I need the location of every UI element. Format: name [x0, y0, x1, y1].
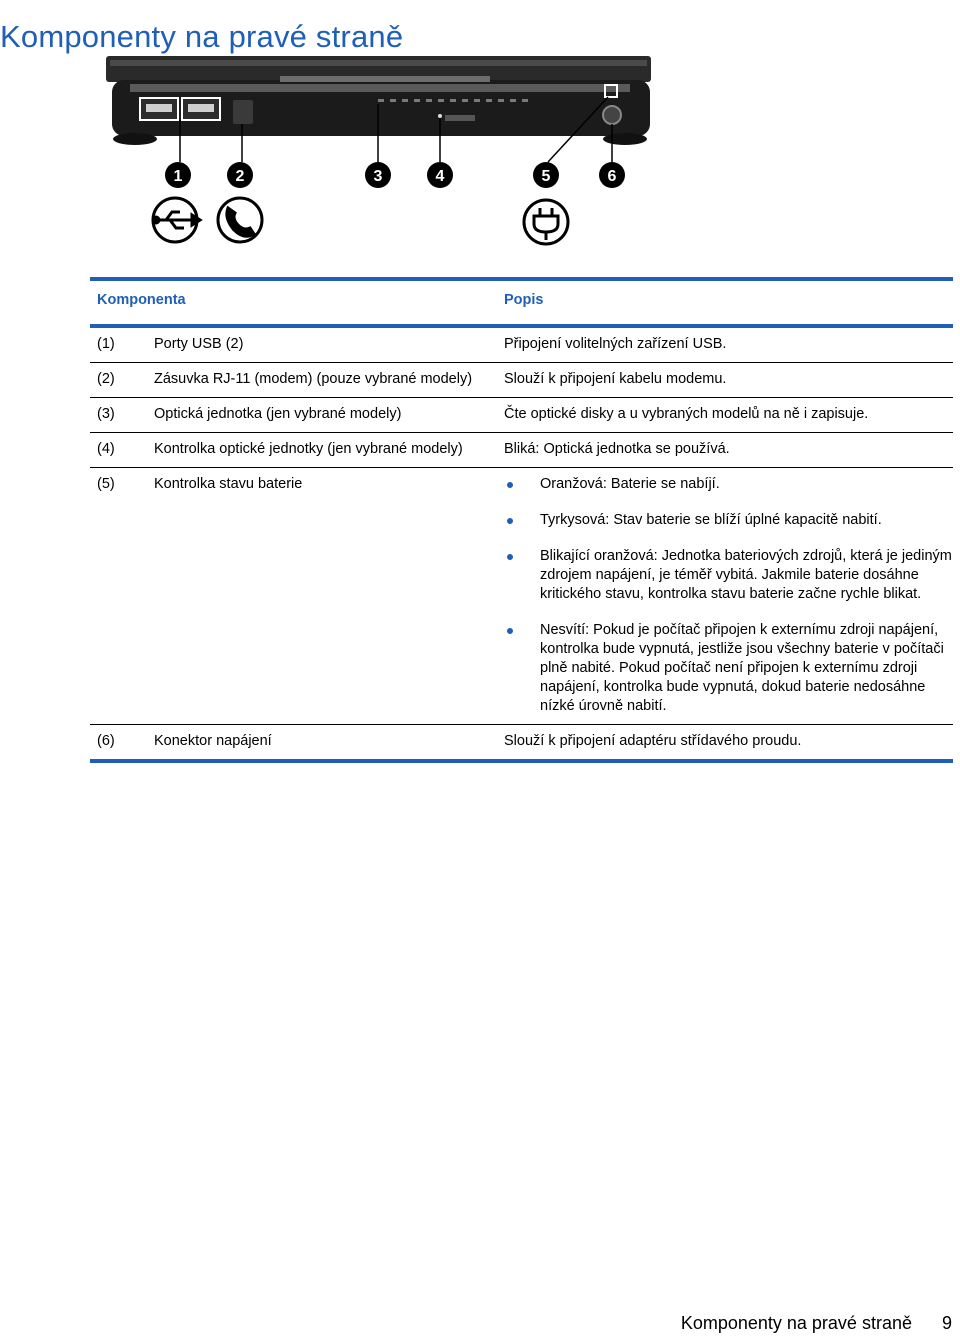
- list-item-text: Blikající oranžová: Jednotka bateriových zdrojů, která je jediným zdrojem napájení, je téměř vybitá. Jakmile baterie dosáhne kritického stavu, kontrolka stavu baterie začne rychle blikat.: [540, 548, 952, 602]
- row-number: (3): [97, 406, 115, 422]
- row-description: Připojení volitelných zařízení USB.: [504, 336, 727, 352]
- bullet-dot: [507, 554, 513, 560]
- laptop-right-side-figure: [100, 52, 660, 247]
- table-row: [90, 363, 953, 398]
- row-number: (4): [97, 441, 115, 457]
- row-description: Slouží k připojení adaptéru střídavého proudu.: [504, 733, 802, 749]
- row-component: Kontrolka optické jednotky (jen vybrané modely): [154, 441, 463, 457]
- list-item-text: Tyrkysová: Stav baterie se blíží úplné kapacitě nabití.: [540, 512, 882, 528]
- list-item: [504, 511, 953, 530]
- callout-1: [165, 162, 191, 188]
- header-description: Popis: [504, 292, 544, 308]
- table-row: [90, 398, 953, 433]
- svg-text:4: 4: [435, 168, 445, 185]
- svg-text:3: 3: [373, 168, 383, 185]
- row-number: (6): [97, 733, 115, 749]
- page-number: 9: [941, 1313, 952, 1333]
- power-plug-icon: [524, 200, 568, 244]
- list-item: [504, 547, 953, 604]
- svg-text:1: 1: [173, 168, 183, 185]
- bullet-dot: [507, 518, 513, 524]
- row-component: Zásuvka RJ-11 (modem) (pouze vybrané modely): [154, 371, 473, 387]
- row-component: Optická jednotka (jen vybrané modely): [154, 406, 402, 422]
- header-component: Komponenta: [97, 292, 186, 308]
- row-component: Kontrolka stavu baterie: [154, 476, 303, 492]
- row-number: (1): [97, 336, 115, 352]
- list-item: [504, 475, 953, 494]
- table-header-row: [90, 279, 953, 326]
- page-title: Komponenty na pravé straně: [0, 18, 404, 54]
- table-row: [90, 725, 953, 762]
- svg-text:5: 5: [541, 168, 551, 185]
- row-description: Slouží k připojení kabelu modemu.: [504, 371, 727, 387]
- usb-icon: [153, 198, 200, 242]
- row-component: Konektor napájení: [154, 733, 272, 749]
- optical-drive-light: [438, 114, 442, 118]
- row-description: [497, 468, 953, 725]
- callout-2: [227, 162, 253, 188]
- table-row: [90, 433, 953, 468]
- bullet-dot: [507, 482, 513, 488]
- row-number: (2): [97, 371, 115, 387]
- list-item-text: Oranžová: Baterie se nabíjí.: [540, 476, 720, 492]
- callout-5: [533, 162, 559, 188]
- callout-3: [365, 162, 391, 188]
- battery-light-states-list: [504, 475, 953, 716]
- modem-phone-icon: [218, 198, 262, 242]
- list-item: [504, 621, 953, 716]
- rj11-jack: [233, 100, 253, 124]
- page-footer: [681, 1313, 952, 1334]
- table-row: [90, 468, 953, 725]
- row-description: Čte optické disky a u vybraných modelů na ně i zapisuje.: [504, 406, 869, 422]
- svg-text:6: 6: [607, 168, 617, 185]
- callout-4: [427, 162, 453, 188]
- components-table: [90, 277, 953, 763]
- table-row: [90, 326, 953, 363]
- row-component: Porty USB (2): [154, 336, 244, 352]
- row-description: Bliká: Optická jednotka se používá.: [504, 441, 730, 457]
- list-item-text: Nesvítí: Pokud je počítač připojen k externímu zdroji napájení, kontrolka bude vypnutá, jestliže jsou všechny baterie v počítači plně nabité. Pokud počítač není připojen k externímu zdroji napájení, kontrolka bude vypnutá, dokud baterie nedosáhne nízké úrovně nabití.: [540, 622, 944, 714]
- bullet-dot: [507, 628, 513, 634]
- row-number: (5): [97, 476, 115, 492]
- callout-6: [599, 162, 625, 188]
- power-connector: [603, 106, 621, 124]
- footer-section-title: Komponenty na pravé straně: [680, 1313, 912, 1333]
- svg-text:2: 2: [235, 168, 245, 185]
